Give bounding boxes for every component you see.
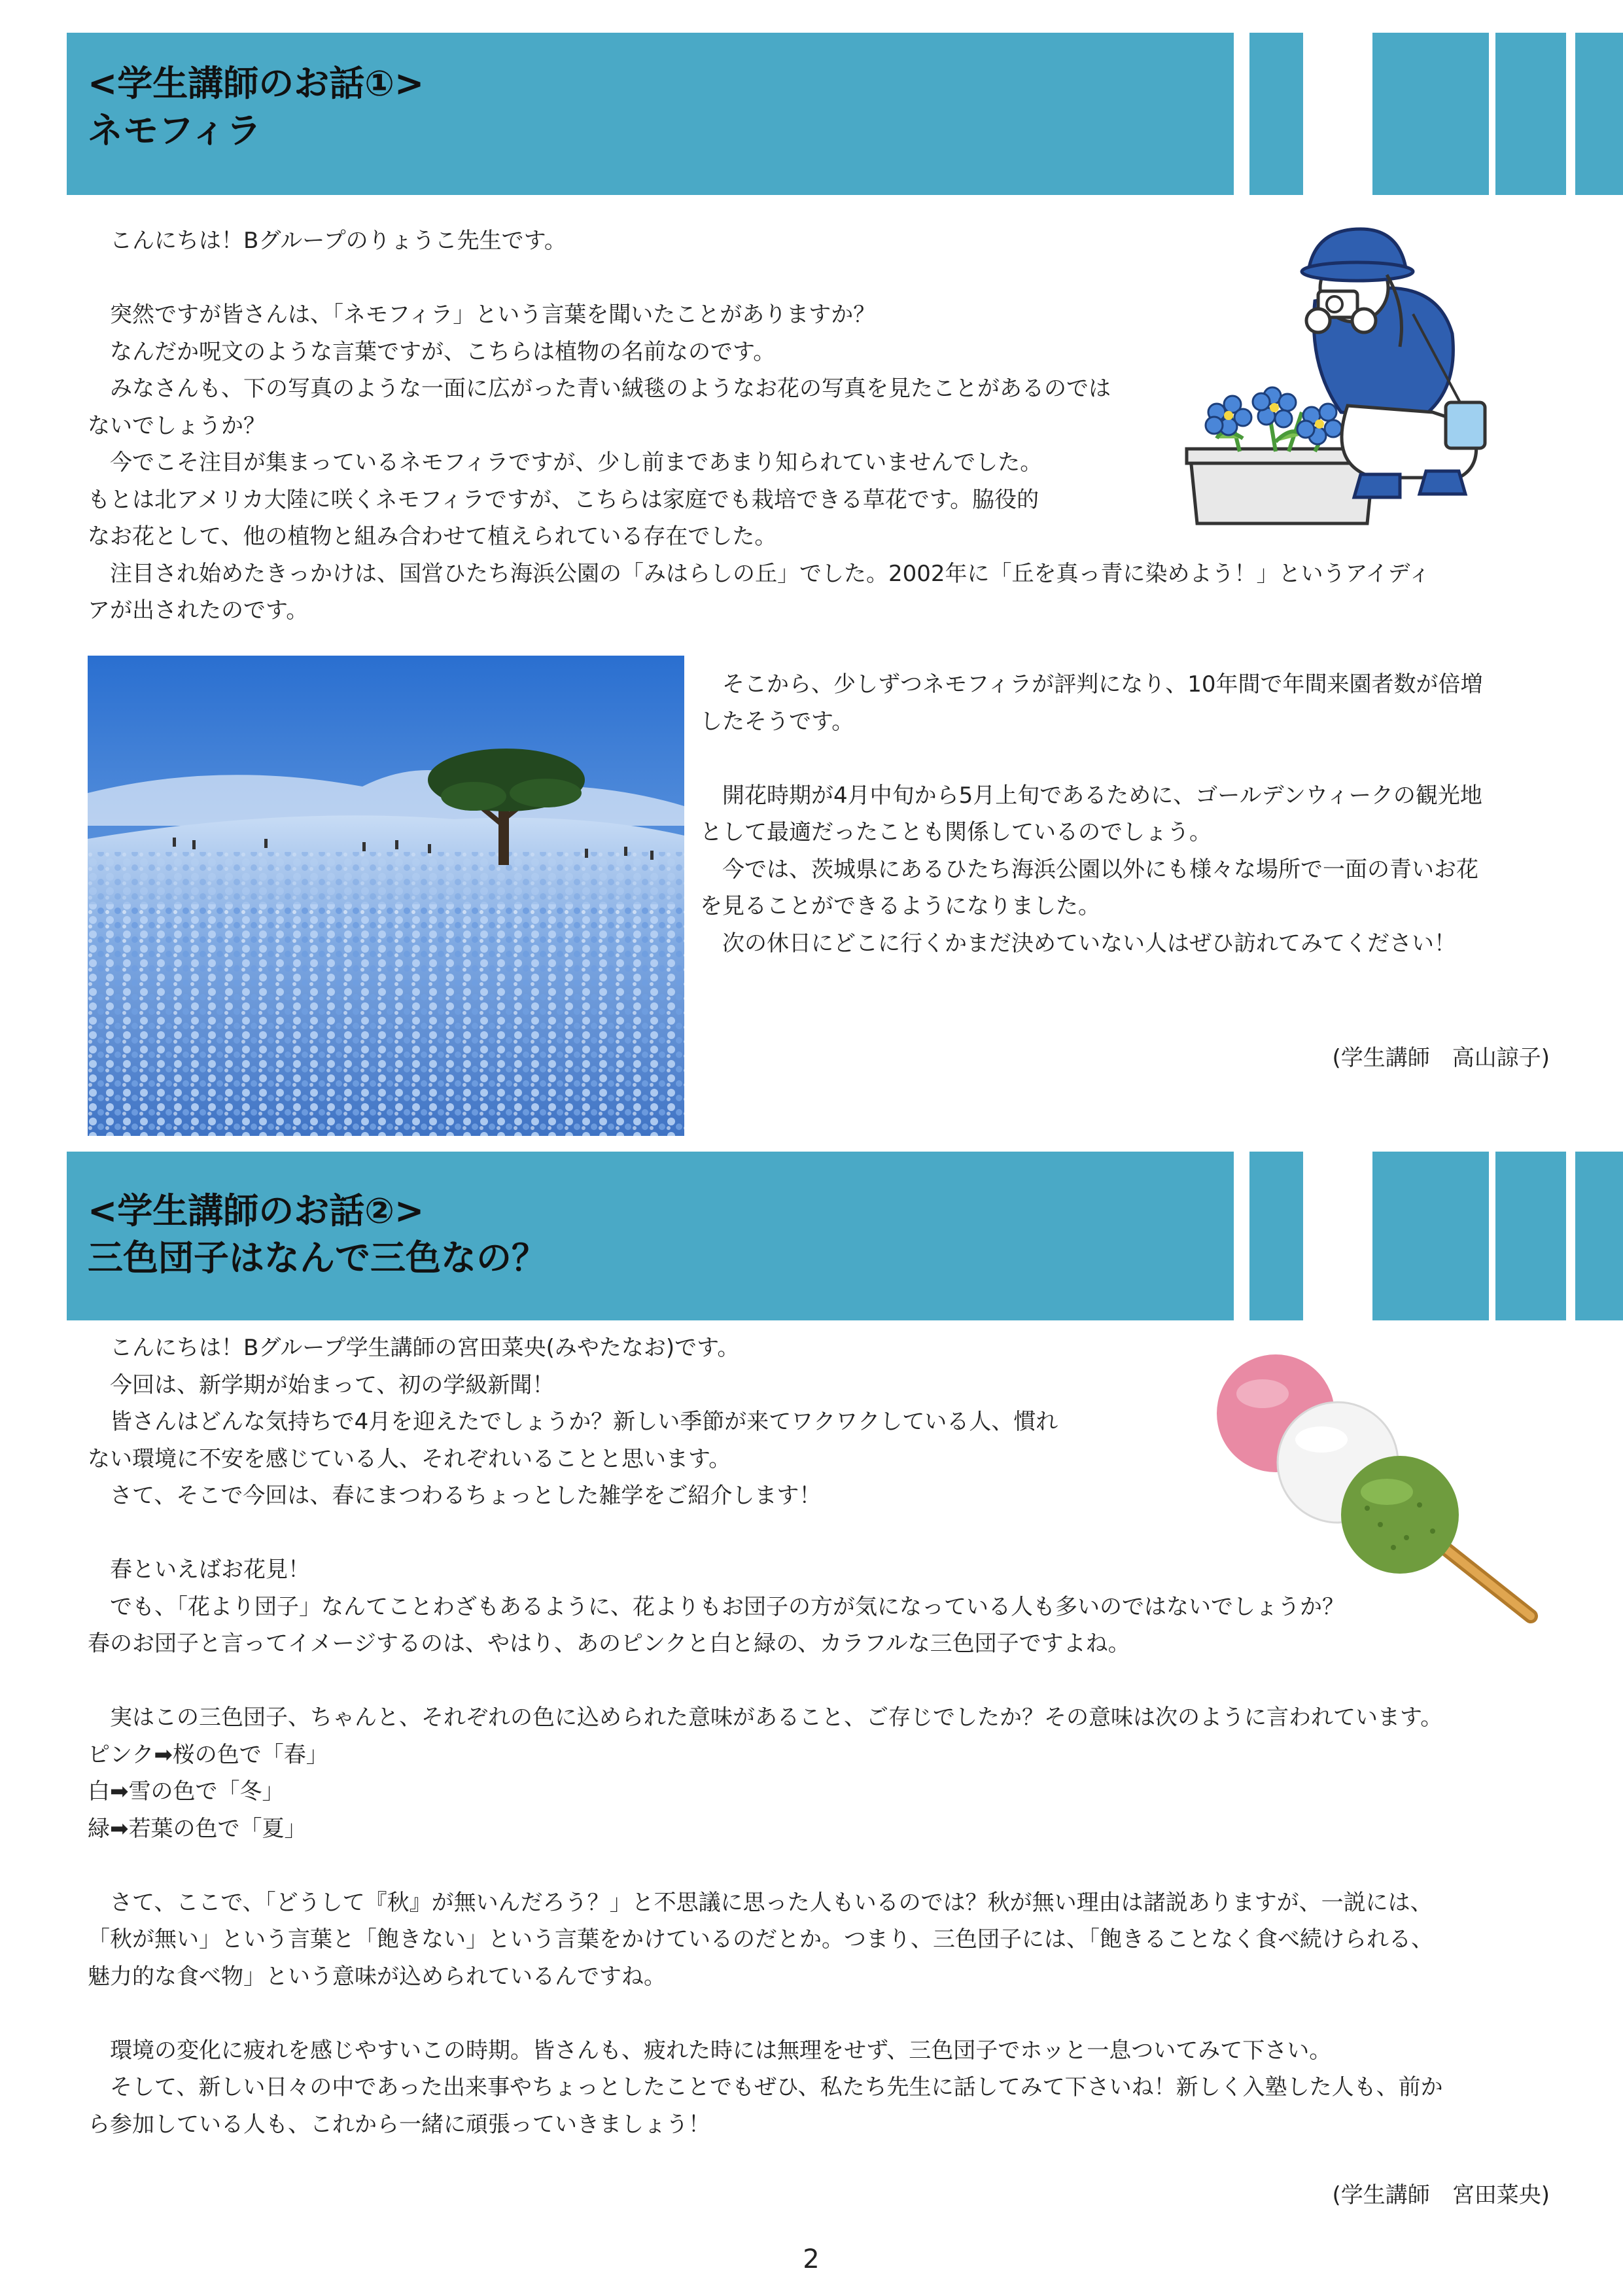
text-line: みなさんも、下の写真のような一面に広がった青い絨毯のようなお花の写真を見たことがあるのでは bbox=[110, 376, 1111, 402]
text-line: 今でこそ注目が集まっているネモフィラですが、少し前まであまり知られていませんでした。 bbox=[110, 450, 1043, 476]
section1-right-text bbox=[700, 666, 1577, 962]
text-line: 「秋が無い」という言葉と「飽きない」という言葉をかけているのだとか。つまり、三色団子には、「飽きることなく食べ続けられる、 bbox=[88, 1926, 1433, 1952]
section2-title-line1: <学生講師のお話②> bbox=[88, 1190, 425, 1231]
text-line: 環境の変化に疲れを感じやすいこの時期。皆さんも、疲れた時には無理をせず、三色団子でホッと一息ついてみて下さい。 bbox=[110, 2037, 1332, 2064]
text-line: なんだか呪文のような言葉ですが、こちらは植物の名前なのです。 bbox=[110, 338, 776, 365]
section2-signature: (学生講師 宮田菜央) bbox=[1332, 2182, 1550, 2208]
text-line: でも、「花より団子」なんてことわざもあるように、花よりもお団子の方が気になっている人も多いのではないでしょうか？ bbox=[110, 1593, 1344, 1620]
section2-title bbox=[88, 1188, 547, 1282]
section1-greeting: こんにちは！Bグループのりょうこ先生です。 bbox=[110, 228, 567, 254]
banner-block bbox=[1495, 1152, 1566, 1320]
text-line: アが出されたのです。 bbox=[88, 597, 309, 624]
text-line: もとは北アメリカ大陸に咲くネモフィラですが、こちらは家庭でも栽培できる草花です。脇役的 bbox=[88, 486, 1039, 513]
section2-body bbox=[88, 1330, 1573, 2143]
banner-block bbox=[1495, 33, 1566, 195]
banner-block bbox=[1249, 33, 1303, 195]
color-meaning-green: 緑➡若葉の色で「夏」 bbox=[88, 1815, 307, 1842]
banner-block bbox=[1249, 1152, 1303, 1320]
color-meaning-white: 白➡雪の色で「冬」 bbox=[88, 1778, 285, 1805]
text-line: 注目され始めたきっかけは、国営ひたち海浜公園の「みはらしの丘」でした。2002年に「丘を真っ青に染めよう！」というアイディ bbox=[110, 560, 1431, 587]
section1-title-line2: ネモフィラ bbox=[88, 110, 262, 151]
text-line: として最適だったことも関係しているのでしょう。 bbox=[700, 819, 1212, 845]
banner-block bbox=[1372, 33, 1489, 195]
text-line: 魅力的な食べ物」という意味が込められているんですね。 bbox=[88, 1963, 666, 1990]
section1-title bbox=[88, 60, 424, 154]
text-line: 実はこの三色団子、ちゃんと、それぞれの色に込められた意味があること、ご存じでしたか？その意味は次のように言われています。 bbox=[110, 1704, 1443, 1731]
nemophila-photo bbox=[88, 656, 684, 1136]
text-line: 春のお団子と言ってイメージするのは、やはり、あのピンクと白と緑の、カラフルな三色団子ですよね。 bbox=[88, 1631, 1130, 1657]
text-line: 皆さんはどんな気持ちで4月を迎えたでしょうか？新しい季節が来てワクワクしている人、慣れ bbox=[110, 1409, 1058, 1435]
text-line: 今では、茨城県にあるひたち海浜公園以外にも様々な場所で一面の青いお花 bbox=[722, 856, 1478, 883]
text-line: 今回は、新学期が始まって、初の学級新聞！ bbox=[110, 1371, 555, 1398]
section1-signature: (学生講師 高山諒子) bbox=[1332, 1045, 1550, 1071]
section2-title-line2: 三色団子はなんで三色なの？ bbox=[88, 1237, 547, 1279]
text-line: そこから、少しずつネモフィラが評判になり、10年間で年間来園者数が倍増 bbox=[722, 671, 1483, 698]
text-line: さて、ここで、「どうして『秋』が無いんだろう？」と不思議に思った人もいるのでは？秋が無い理由は諸説ありますが、一説には、 bbox=[110, 1889, 1433, 1916]
color-meaning-pink: ピンク➡桜の色で「春」 bbox=[88, 1741, 328, 1768]
banner-block bbox=[1372, 1152, 1489, 1320]
text-line: さて、そこで今回は、春にまつわるちょっとした雑学をご紹介します！ bbox=[110, 1483, 822, 1509]
section1-title-line1: <学生講師のお話①> bbox=[88, 63, 425, 104]
text-line: 突然ですが皆さんは、「ネモフィラ」という言葉を聞いたことがありますか？ bbox=[110, 302, 876, 328]
banner-block bbox=[1575, 33, 1623, 195]
text-line: ら参加している人も、これから一緒に頑張っていきましょう！ bbox=[88, 2111, 710, 2138]
banner-block bbox=[1575, 1152, 1623, 1320]
text-line: ない環境に不安を感じている人、それぞれいることと思います。 bbox=[88, 1445, 731, 1472]
page-number: 2 bbox=[803, 2244, 820, 2274]
text-line: なお花として、他の植物と組み合わせて植えられている存在でした。 bbox=[88, 523, 777, 550]
text-line: を見ることができるようになりました。 bbox=[700, 893, 1100, 919]
text-line: そして、新しい日々の中であった出来事やちょっとしたことでもぜひ、私たち先生に話してみて下さいね！新しく入塾した人も、前か bbox=[110, 2074, 1443, 2100]
text-line: したそうです。 bbox=[700, 708, 854, 735]
text-line: こんにちは！Bグループ学生講師の宮田菜央(みやたなお)です。 bbox=[110, 1335, 740, 1361]
text-line: 次の休日にどこに行くかまだ決めていない人はぜひ訪れてみてください！ bbox=[722, 930, 1456, 957]
text-line: ないでしょうか？ bbox=[88, 412, 266, 439]
text-line: 開花時期が4月中旬から5月上旬であるために、ゴールデンウィークの観光地 bbox=[722, 782, 1482, 809]
text-line: 春といえばお花見！ bbox=[110, 1557, 310, 1583]
photographer-illustration bbox=[1178, 216, 1492, 537]
